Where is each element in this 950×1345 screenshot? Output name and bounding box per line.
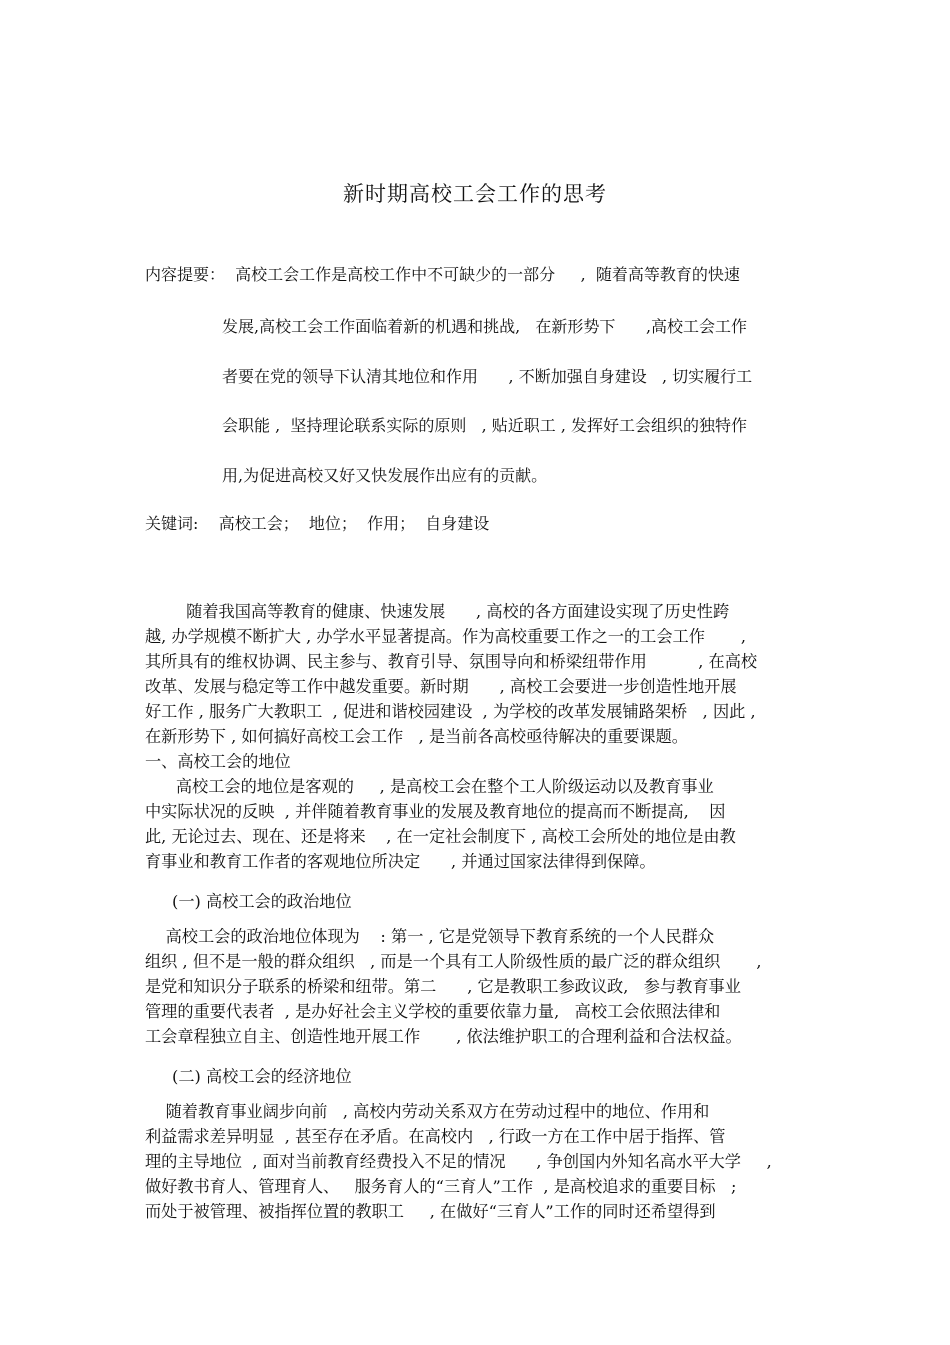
abstract-line-2: 发展,高校工会工作面临着新的机遇和挑战, 在新形势下 ,高校工会工作	[222, 317, 748, 336]
intro-line-2: 越, 办学规模不断扩大 , 办学水平显著提高。作为高校重要工作之一的工会工作 ,	[145, 627, 747, 646]
abstract-line-3: 者要在党的领导下认清其地位和作用 , 不断加强自身建设 , 切实履行工	[222, 367, 753, 386]
sub1-line-1: 高校工会的政治地位体现为 : 第一 , 它是党领导下教育系统的一个人民群众	[145, 927, 715, 946]
intro-line-1: 随着我国高等教育的健康、快速发展 , 高校的各方面建设实现了历史性跨	[145, 602, 730, 621]
section-heading-1: 一、高校工会的地位	[145, 752, 291, 771]
sub2-line-1: 随着教育事业阔步向前 , 高校内劳动关系双方在劳动过程中的地位、作用和	[145, 1102, 710, 1121]
section1-line-4: 育事业和教育工作者的客观地位所决定 , 并通过国家法律得到保障。	[145, 852, 656, 871]
sub1-line-3: 是党和知识分子联系的桥梁和纽带。第二 , 它是教职工参政议政, 参与教育事业	[145, 977, 741, 996]
sub2-line-5: 而处于被管理、被指挥位置的教职工 , 在做好“三育人”工作的同时还希望得到	[145, 1202, 716, 1221]
abstract-line-1: 内容提要： 高校工会工作是高校工作中不可缺少的一部分 , 随着高等教育的快速	[145, 265, 740, 284]
abstract-line-5: 用,为促进高校又好又快发展作出应有的贡献。	[222, 466, 548, 485]
intro-line-3: 其所具有的维权协调、民主参与、教育引导、氛围导向和桥梁纽带作用 , 在高校	[145, 652, 758, 671]
intro-line-4: 改革、发展与稳定等工作中越发重要。新时期 , 高校工会要进一步创造性地开展	[145, 677, 737, 696]
sub2-line-2: 利益需求差异明显 , 甚至存在矛盾。在高校内 , 行政一方在工作中居于指挥、管	[145, 1127, 726, 1146]
subsection-heading-2: (二) 高校工会的经济地位	[172, 1067, 352, 1086]
subsection-heading-1: (一) 高校工会的政治地位	[172, 892, 352, 911]
abstract-line-4: 会职能 , 坚持理论联系实际的原则 , 贴近职工 , 发挥好工会组织的独特作	[222, 416, 748, 435]
intro-line-5: 好工作 , 服务广大教职工 , 促进和谐校园建设 , 为学校的改革发展铺路架桥 , 因此 ,	[145, 702, 756, 721]
sub1-line-5: 工会章程独立自主、创造性地开展工作 , 依法维护职工的合理利益和合法权益。	[145, 1027, 742, 1046]
section1-line-3: 此, 无论过去、现在、还是将来 , 在一定社会制度下 , 高校工会所处的地位是由教	[145, 827, 736, 846]
sub2-line-4: 做好教书育人、管理育人、 服务育人的“三育人”工作 , 是高校追求的重要目标 ;	[145, 1177, 737, 1196]
sub1-line-4: 管理的重要代表者 , 是办好社会主义学校的重要依靠力量, 高校工会依照法律和	[145, 1002, 721, 1021]
intro-line-6: 在新形势下 , 如何搞好高校工会工作 , 是当前各高校亟待解决的重要课题。	[145, 727, 688, 746]
document-title: 新时期高校工会工作的思考	[343, 182, 607, 206]
keywords-line: 关键词: 高校工会； 地位； 作用； 自身建设	[145, 514, 490, 533]
section1-line-2: 中实际状况的反映 , 并伴随着教育事业的发展及教育地位的提高而不断提高, 因	[145, 802, 726, 821]
sub2-line-3: 理的主导地位 , 面对当前教育经费投入不足的情况 , 争创国内外知名高水平大学 ,	[145, 1152, 772, 1171]
section1-line-1: 高校工会的地位是客观的 , 是高校工会在整个工人阶级运动以及教育事业	[145, 777, 714, 796]
sub1-line-2: 组织 , 但不是一般的群众组织 , 而是一个具有工人阶级性质的最广泛的群众组织 ,	[145, 952, 762, 971]
